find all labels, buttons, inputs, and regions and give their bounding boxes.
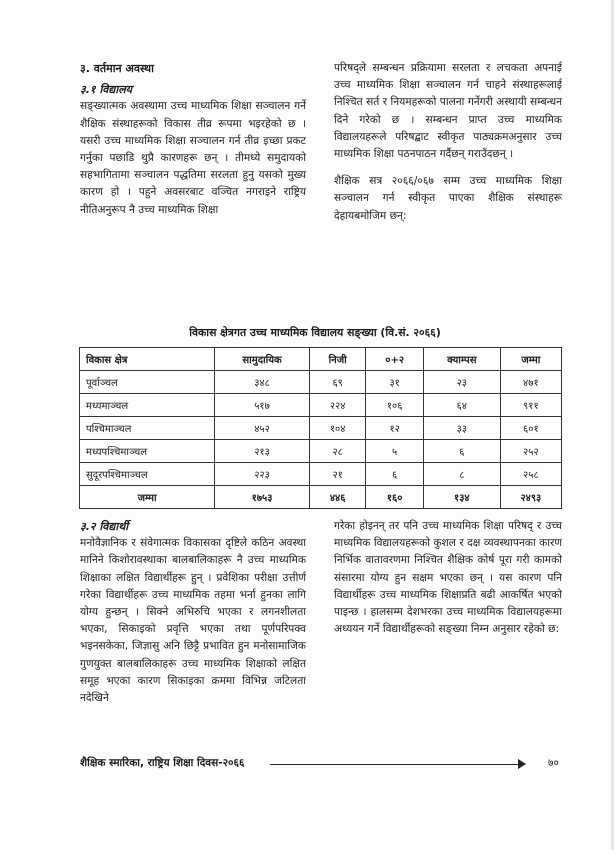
cell-campus: ६	[423, 440, 500, 463]
header-private: निजी	[309, 348, 365, 371]
total-plus-two: १६०	[366, 486, 424, 509]
cell-region: मध्यपश्चिमाञ्चल	[80, 440, 215, 463]
cell-campus: २३	[423, 371, 500, 394]
cell-private: १०४	[309, 417, 365, 440]
left-column-top	[80, 60, 306, 219]
cell-private: २८	[309, 440, 365, 463]
arrow-right-icon	[518, 759, 526, 769]
cell-campus: ३३	[423, 417, 500, 440]
cell-region: मध्यमाञ्चल	[80, 394, 215, 417]
section-heading: ३. वर्तमान अवस्था	[80, 62, 154, 75]
schools-table	[79, 347, 562, 509]
table-row	[80, 463, 562, 486]
table-row	[80, 394, 562, 417]
cell-total: ६०१	[500, 417, 561, 440]
header-community: सामुदायिक	[215, 348, 310, 371]
table-row	[80, 371, 562, 394]
subsection-heading-students: ३.२ विद्यार्थी	[80, 520, 129, 533]
page-number: ७०	[548, 757, 559, 769]
right-column-top	[334, 60, 562, 225]
cell-community: ४५२	[215, 417, 310, 440]
cell-plus-two: ५	[366, 440, 424, 463]
cell-community: २२३	[215, 463, 310, 486]
left-column-bottom	[80, 518, 306, 707]
cell-plus-two: १०६	[366, 394, 424, 417]
cell-private: ६९	[309, 371, 365, 394]
table-row	[80, 417, 562, 440]
cell-total: ९११	[500, 394, 561, 417]
cell-region: सुदूरपश्चिमाञ्चल	[80, 463, 215, 486]
cell-private: २१	[309, 463, 365, 486]
right-column-bottom	[334, 518, 562, 638]
school-paragraph: सङ्ख्यात्मक अवस्थामा उच्च माध्यमिक शिक्षा सञ्चालन गर्ने शैक्षिक संस्थाहरूको विकास तीव्र रूपमा भइरहेको छ । यसरी उच्च माध्यमिक शिक्षा सञ्चालन गर्न तीव्र इच्छा प्रकट गर्नुका पछाडि थुप्रै कारणहरू छन् । तीमध्ये समुदायको सहभागितामा सञ्चालन पद्धतिमा सरलता हुनु यसको मुख्य कारण हो । पहुने अवसरबाट वञ्चित नगराइने राष्ट्रिय नीतिअनुरूप नै उच्च माध्यमिक शिक्षा	[80, 100, 306, 216]
table-total-row	[80, 486, 562, 509]
affiliation-paragraph: परिषद्ले सम्बन्धन प्रक्रियामा सरलता र लचकता अपनाई उच्च माध्यमिक शिक्षा सञ्चालन गर्न चाहने संस्थाहरूलाई निश्चित सर्त र नियमहरूको पालना गर्नेगरी अस्थायी सम्बन्धन दिने गरेको छ । सम्बन्धन प्राप्त उच्च माध्यमिक विद्यालयहरूले परिषद्बाट स्वीकृत पाठ्यक्रमअनुसार उच्च माध्यमिक शिक्षा पठनपाठन गर्दैछन् गराउँदछन् ।	[334, 62, 562, 161]
cell-community: ५१७	[215, 394, 310, 417]
cell-region: पूर्वाञ्चल	[80, 371, 215, 394]
header-campus: क्याम्पस	[423, 348, 500, 371]
total-grand: २४९३	[500, 486, 561, 509]
subsection-heading-school: ३.१ विद्यालय	[80, 83, 133, 97]
total-label: जम्मा	[80, 486, 215, 509]
cell-campus: ६४	[423, 394, 500, 417]
table-header-row	[80, 348, 562, 371]
table-title: विकास क्षेत्रगत उच्च माध्यमिक विद्यालय सङ्ख्या (वि.सं. २०६६)	[189, 326, 441, 339]
students-paragraph: मनोवैज्ञानिक र संवेगात्मक विकासका दृष्टिले कठिन अवस्था मानिने किशोरावस्थाका बालबालिकाहरू नै उच्च माध्यमिक शिक्षाका लक्षित विद्यार्थीहरू हुन् । प्रवेशिका परीक्षा उत्तीर्ण गरेका विद्यार्थीहरू उच्च माध्यमिक तहमा भर्ना हुनका लागि योग्य हुन्छन् । सिक्ने अभिरुचि भएका र लगनशीलता भएका, सिकाइको प्रवृत्ति भएका तथा पूर्णपरिपक्व भइनसकेका, जिज्ञासु अनि छिट्टै प्रभावित हुन मनोसामाजिक गुणयुक्त बालबालिकाहरू उच्च माध्यमिक शिक्षाको लक्षित समूह भएका कारण सिकाइका क्रममा विभिन्न जटिलता नदेखिने	[80, 537, 306, 705]
cell-total: २५८	[500, 463, 561, 486]
table-row	[80, 440, 562, 463]
total-community: १७५३	[215, 486, 310, 509]
cell-plus-two: १२	[366, 417, 424, 440]
footer-rule	[270, 764, 520, 765]
session-paragraph: शैक्षिक सत्र २०६६/०६७ सम्म उच्च माध्यमिक शिक्षा सञ्चालन गर्न स्वीकृत पाएका शैक्षिक संस्थाहरू देहायबमोजिम छन्:	[334, 175, 562, 222]
total-campus: १३४	[423, 486, 500, 509]
cell-private: २२४	[309, 394, 365, 417]
header-region: विकास क्षेत्र	[80, 348, 215, 371]
cell-community: ३४८	[215, 371, 310, 394]
cell-plus-two: ३१	[366, 371, 424, 394]
cell-region: पश्चिमाञ्चल	[80, 417, 215, 440]
cell-community: २१३	[215, 440, 310, 463]
cell-total: ४७१	[500, 371, 561, 394]
header-plus-two: ०+२	[366, 348, 424, 371]
cell-plus-two: ६	[366, 463, 424, 486]
cell-total: २५२	[500, 440, 561, 463]
total-private: ४४६	[309, 486, 365, 509]
header-total: जम्मा	[500, 348, 561, 371]
students-continued-paragraph: गरेका होइनन् तर पनि उच्च माध्यमिक शिक्षा परिषद् र उच्च माध्यमिक विद्यालयहरूको कुशल र दक्ष व्यवस्थापनका कारण निर्भिक वातावरणमा निश्चित शैक्षिक कोर्ष पूरा गरी कामको संसारमा योग्य हुन सक्षम भएका छन् । यस कारण पनि विद्यार्थीहरू उच्च माध्यमिक शिक्षाप्रति बढी आकर्षित भएको पाइन्छ । हालसम्म देशभरका उच्च माध्यमिक विद्यालयहरूमा अध्ययन गर्ने विद्यार्थीहरूको सङ्ख्या निम्न अनुसार रहेको छ:	[334, 520, 562, 636]
footer-publication: शैक्षिक स्मारिका, राष्ट्रिय शिक्षा दिवस-२०६६	[80, 757, 245, 769]
page-footer	[80, 756, 570, 774]
cell-campus: ८	[423, 463, 500, 486]
